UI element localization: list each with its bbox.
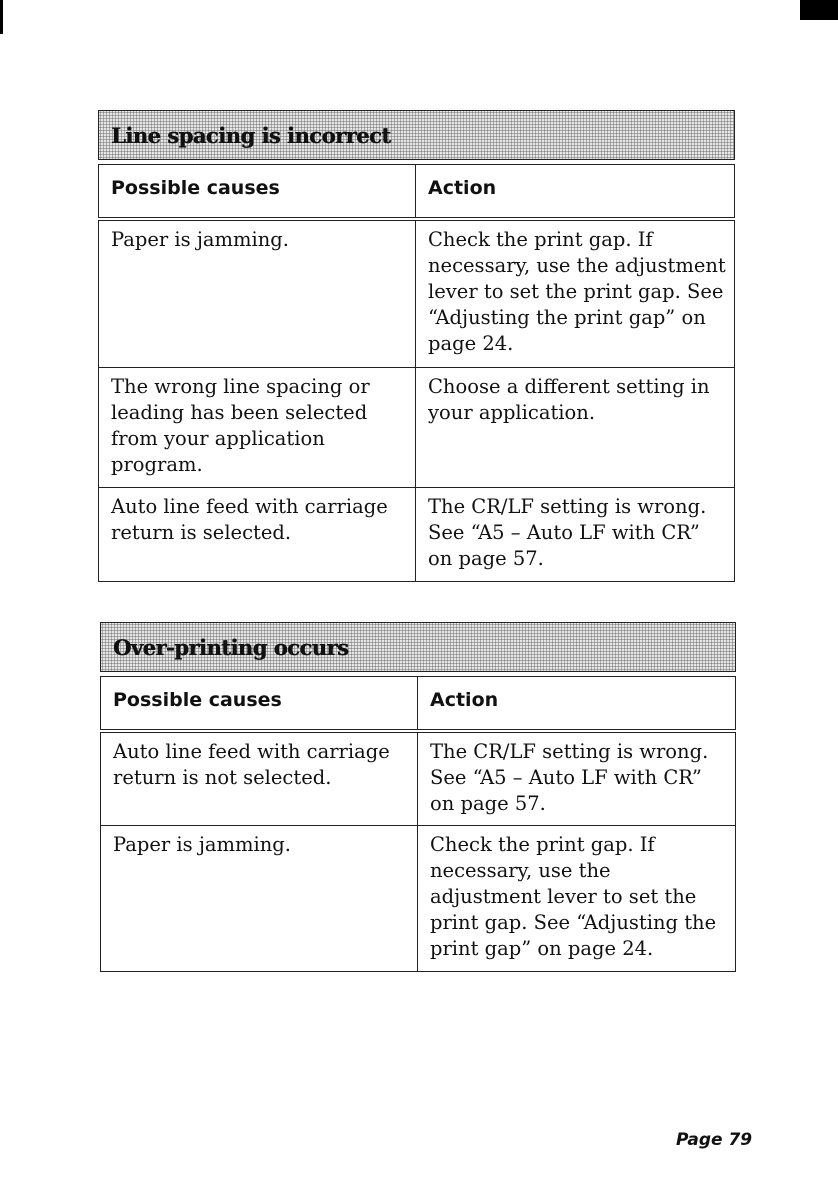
table-header-row bbox=[101, 677, 736, 732]
table-row bbox=[99, 219, 735, 367]
section-line-spacing bbox=[98, 110, 735, 582]
table-row bbox=[99, 367, 735, 487]
action-cell: The CR/LF setting is wrong. See “A5 – Auto LF with CR” on page 57. bbox=[418, 731, 736, 825]
table-row bbox=[99, 487, 735, 581]
table-row bbox=[101, 731, 736, 825]
section-title: Over-printing occurs bbox=[113, 634, 349, 660]
action-cell: Choose a different setting in your application. bbox=[416, 367, 735, 487]
action-cell: Check the print gap. If necessary, use the adjustment lever to set the print gap. See “Adjusting the print gap” on page 24. bbox=[416, 219, 735, 367]
cause-cell: Paper is jamming. bbox=[101, 825, 418, 971]
page-number: Page 79 bbox=[676, 1130, 753, 1150]
header-possible-causes: Possible causes bbox=[101, 677, 418, 732]
cause-cell: Auto line feed with carriage return is not selected. bbox=[101, 731, 418, 825]
action-cell: The CR/LF setting is wrong. See “A5 – Auto LF with CR” on page 57. bbox=[416, 487, 735, 581]
scan-edge-mark-left bbox=[0, 0, 3, 34]
header-action: Action bbox=[418, 677, 736, 732]
action-cell: Check the print gap. If necessary, use the adjustment lever to set the print gap. See “Adjusting the print gap” on page 24. bbox=[418, 825, 736, 971]
troubleshooting-table bbox=[100, 676, 736, 972]
section-over-printing bbox=[100, 622, 736, 972]
section-banner bbox=[100, 622, 736, 672]
section-banner bbox=[98, 110, 735, 160]
cause-cell: Paper is jamming. bbox=[99, 219, 416, 367]
header-possible-causes: Possible causes bbox=[99, 165, 416, 220]
section-title: Line spacing is incorrect bbox=[111, 122, 391, 148]
header-action: Action bbox=[416, 165, 735, 220]
troubleshooting-table bbox=[98, 164, 735, 582]
table-row bbox=[101, 825, 736, 971]
scan-edge-mark-right bbox=[800, 0, 838, 20]
table-header-row bbox=[99, 165, 735, 220]
cause-cell: The wrong line spacing or leading has been selected from your application program. bbox=[99, 367, 416, 487]
cause-cell: Auto line feed with carriage return is selected. bbox=[99, 487, 416, 581]
